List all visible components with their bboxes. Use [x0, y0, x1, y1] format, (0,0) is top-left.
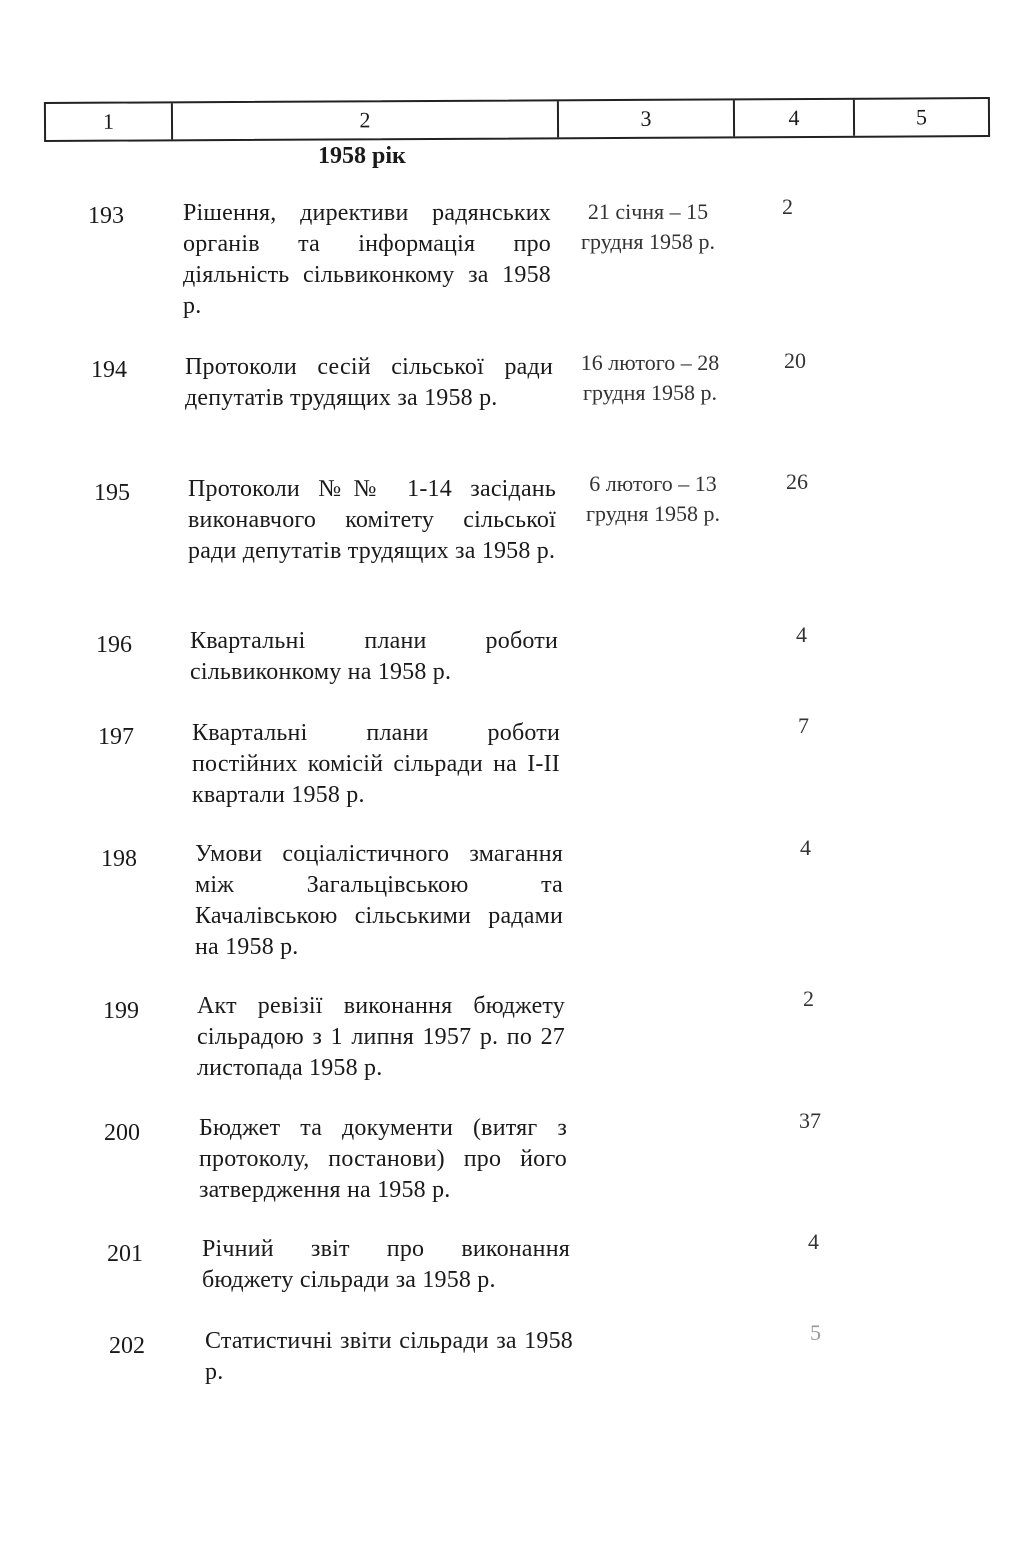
item-sheet-count: 26	[786, 469, 808, 494]
item-number: 198	[101, 846, 137, 872]
item-title: Статистичні звіти сільради за 1958 р.	[205, 1328, 573, 1385]
item-sheet-count: 4	[800, 835, 811, 860]
item-number: 196	[96, 632, 132, 658]
column-header-3: 3	[559, 100, 735, 137]
item-sheet-count: 7	[798, 713, 809, 738]
item-sheet-count: 4	[796, 622, 807, 647]
column-header-2: 2	[173, 101, 559, 139]
item-title: Рішення, директиви радянських органів та інформація про діяльність сільвиконкому за 1958 р.	[183, 200, 551, 319]
item-title: Квартальні плани роботи постійних комісій сільради на I-II квартали 1958 р.	[192, 720, 560, 808]
item-number: 195	[94, 480, 130, 506]
item-sheet-count: 37	[799, 1108, 821, 1133]
item-dates: 16 лютого – 28 грудня 1958 р.	[580, 350, 720, 405]
item-title: Річний звіт про виконання бюджету сільради за 1958 р.	[202, 1236, 570, 1293]
item-number: 201	[107, 1241, 143, 1267]
item-dates: 21 січня – 15 грудня 1958 р.	[581, 199, 715, 254]
item-title: Квартальні плани роботи сільвиконкому на 1958 р.	[190, 628, 558, 685]
item-sheet-count: 20	[784, 348, 806, 373]
item-dates: 6 лютого – 13 грудня 1958 р.	[586, 471, 720, 526]
item-number: 194	[91, 357, 127, 383]
item-title: Акт ревізії виконання бюджету сільрадою з 1 липня 1957 р. по 27 листопада 1958 р.	[197, 993, 565, 1081]
column-header-row	[44, 97, 990, 142]
section-year-heading: 1958 рік	[318, 143, 406, 169]
item-title: Бюджет та документи (витяг з протоколу, постанови) про його затвердження на 1958 р.	[199, 1115, 567, 1203]
column-header-4: 4	[735, 100, 855, 137]
item-title: Протоколи сесій сільської ради депутатів трудящих за 1958 р.	[185, 354, 553, 411]
item-sheet-count: 2	[803, 986, 814, 1011]
item-number: 202	[109, 1333, 145, 1359]
item-number: 199	[103, 998, 139, 1024]
column-header-1: 1	[46, 103, 173, 140]
item-number: 193	[88, 203, 124, 229]
column-header-5: 5	[915, 104, 928, 130]
item-sheet-count: 5	[810, 1320, 821, 1345]
item-title: Умови соціалістичного змагання між Загальцівською та Качалівською сільськими радами на 1958 р.	[195, 841, 563, 960]
item-sheet-count: 4	[808, 1229, 819, 1254]
item-title: Протоколи №№ 1-14 засідань виконавчого комітету сільської ради депутатів трудящих за 1958 р.	[188, 476, 556, 564]
item-sheet-count: 2	[782, 194, 793, 219]
item-number: 200	[104, 1120, 140, 1146]
item-number: 197	[98, 724, 134, 750]
